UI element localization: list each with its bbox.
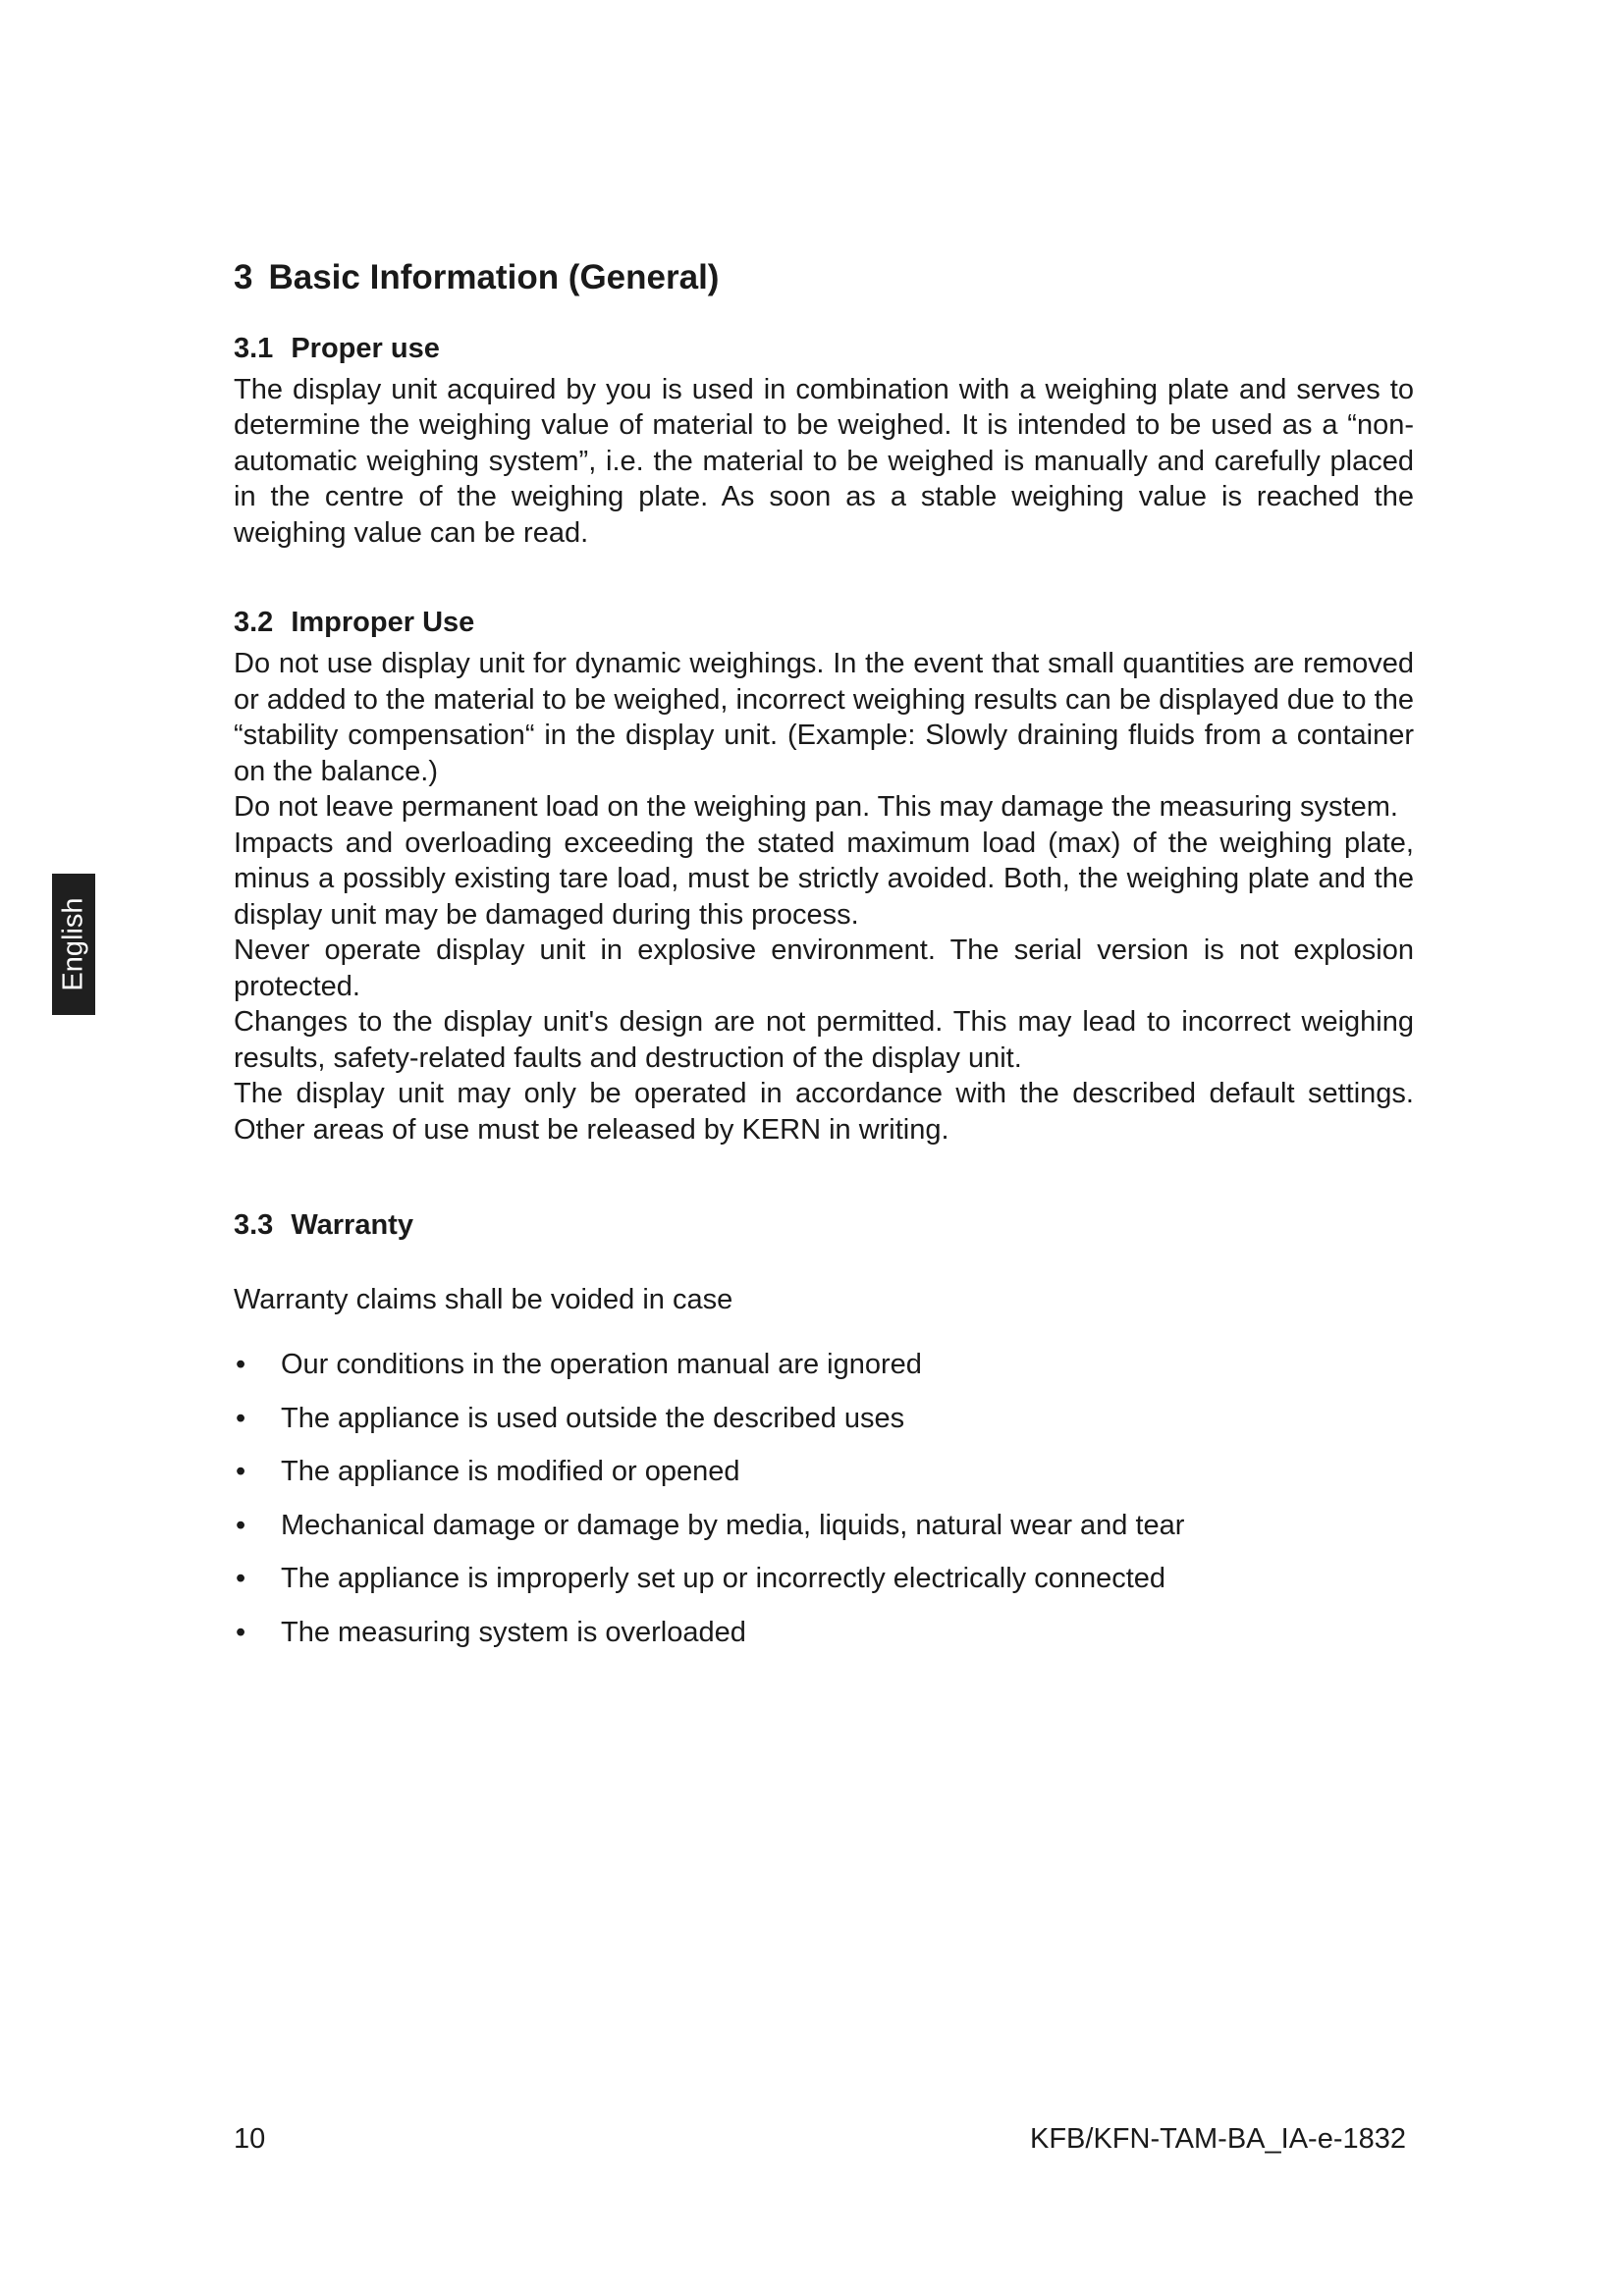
list-item bbox=[234, 1561, 1414, 1596]
section-number: 3.1 bbox=[234, 333, 274, 364]
chapter-heading bbox=[234, 257, 1414, 298]
section-warranty bbox=[234, 1208, 1414, 1650]
bullet-icon: • bbox=[236, 1456, 246, 1488]
paragraph: Do not leave permanent load on the weighing pan. This may damage the measuring system. bbox=[234, 791, 1398, 824]
list-item bbox=[234, 1508, 1414, 1543]
section-heading-warranty bbox=[234, 1208, 1414, 1243]
list-item-text: The appliance is used outside the described uses bbox=[281, 1402, 905, 1434]
document-code: KFB/KFN-TAM-BA_IA-e-1832 bbox=[1029, 2123, 1406, 2155]
bullet-icon: • bbox=[236, 1616, 246, 1648]
list-item-text: The measuring system is overloaded bbox=[281, 1616, 746, 1648]
section-title: Warranty bbox=[291, 1209, 413, 1242]
list-item bbox=[234, 1454, 1414, 1489]
section-improper-use bbox=[234, 606, 1414, 1148]
list-item-text: Mechanical damage or damage by media, liquids, natural wear and tear bbox=[281, 1509, 1185, 1541]
section-heading-proper-use bbox=[234, 332, 1414, 366]
list-item-text: The appliance is improperly set up or incorrectly electrically connected bbox=[281, 1563, 1166, 1595]
bullet-icon: • bbox=[236, 1563, 246, 1595]
paragraph: Never operate display unit in explosive environment. The serial version is not explosion protected. bbox=[234, 934, 1414, 1002]
page-number: 10 bbox=[234, 2123, 266, 2155]
section-number: 3.2 bbox=[234, 607, 274, 639]
language-tab bbox=[52, 874, 95, 1015]
section-proper-use bbox=[234, 332, 1414, 551]
list-item bbox=[234, 1401, 1414, 1436]
list-item-text: Our conditions in the operation manual are ignored bbox=[281, 1349, 922, 1381]
list-item-text: The appliance is modified or opened bbox=[281, 1456, 740, 1488]
section-number: 3.3 bbox=[234, 1209, 274, 1242]
paragraph: Changes to the display unit's design are not permitted. This may lead to incorrect weighing results, safety-related faults and destruction of the display unit. bbox=[234, 1006, 1414, 1074]
section-heading-improper-use bbox=[234, 606, 1414, 640]
paragraph: Do not use display unit for dynamic weighings. In the event that small quantities are removed or added to the material to be weighed, incorrect weighing results can be displayed due to the “stability compensation“ in the display unit. (Example: Slowly draining fluids from a container on the balance.) bbox=[234, 648, 1414, 787]
section-title: Improper Use bbox=[291, 607, 475, 639]
paragraph: The display unit acquired by you is used in combination with a weighing plate and serves to determine the weighing value of material to be weighed. It is intended to be used as a “non-automatic weighing system”, i.e. the material to be weighed is manually and carefully placed in the centre of the weighing plate. As soon as a stable weighing value is reached the weighing value can be read. bbox=[234, 373, 1414, 549]
bullet-icon: • bbox=[236, 1402, 246, 1434]
chapter-number: 3 bbox=[234, 258, 253, 296]
paragraph: The display unit may only be operated in accordance with the described default settings. Other areas of use must be released by KERN in writing. bbox=[234, 1078, 1414, 1146]
language-tab-label: English bbox=[57, 897, 89, 991]
page-content bbox=[234, 257, 1414, 1668]
section-title: Proper use bbox=[291, 333, 440, 364]
warranty-list bbox=[234, 1347, 1414, 1650]
list-item bbox=[234, 1615, 1414, 1650]
bullet-icon: • bbox=[236, 1509, 246, 1541]
bullet-icon: • bbox=[236, 1349, 246, 1381]
paragraph: Impacts and overloading exceeding the stated maximum load (max) of the weighing plate, minus a possibly existing tare load, must be strictly avoided. Both, the weighing plate and the display unit may be damaged during this process. bbox=[234, 827, 1414, 931]
list-item bbox=[234, 1347, 1414, 1382]
warranty-intro: Warranty claims shall be voided in case bbox=[234, 1283, 733, 1315]
chapter-title: Basic Information (General) bbox=[268, 258, 720, 296]
